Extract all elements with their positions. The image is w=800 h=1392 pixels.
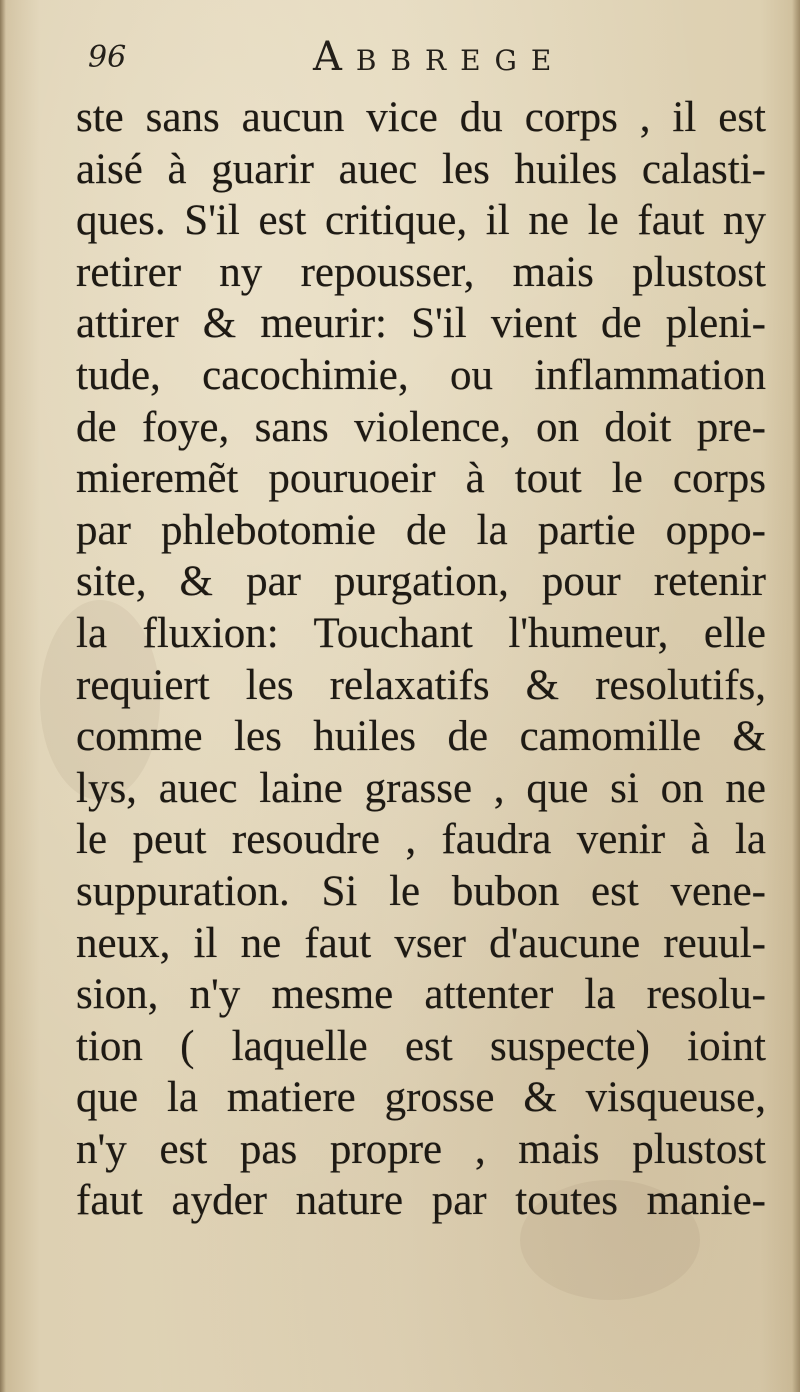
page-left-edge <box>0 0 6 1392</box>
text-line: comme les huiles de camomille & <box>76 713 766 761</box>
text-line: aisé à guarir auec les huiles calasti- <box>76 145 766 193</box>
page-header <box>88 34 728 90</box>
text-line: attirer & meurir: S'il vient de pleni- <box>76 300 766 348</box>
text-line: n'y est pas propre , mais plustost <box>76 1125 766 1173</box>
page-number: 96 <box>88 40 127 75</box>
text-line: la fluxion: Touchant l'humeur, elle <box>76 609 766 657</box>
text-line: par phlebotomie de la partie oppo- <box>76 506 766 554</box>
text-line: suppuration. Si le bubon est vene- <box>76 867 766 915</box>
page-right-edge <box>792 0 800 1392</box>
text-line: retirer ny repousser, mais plustost <box>76 248 766 296</box>
text-line: lys, auec laine grasse , que si on ne <box>76 764 766 812</box>
text-line: sion, n'y mesme attenter la resolu- <box>76 971 766 1019</box>
text-line: que la matiere grosse & visqueuse, <box>76 1074 766 1122</box>
text-line: requiert les relaxatifs & resolutifs, <box>76 661 766 709</box>
text-line: neux, il ne faut vser d'aucune reuul- <box>76 919 766 967</box>
text-line: site, & par purgation, pour retenir <box>76 558 766 606</box>
text-line: mieremẽt pouruoeir à tout le corps <box>76 455 766 503</box>
text-line: de foye, sans violence, on doit pre- <box>76 403 766 451</box>
text-line: faut ayder nature par toutes manie- <box>76 1177 766 1225</box>
text-line: ste sans aucun vice du corps , il est <box>76 94 766 141</box>
text-line: le peut resoudre , faudra venir à la <box>76 816 766 864</box>
text-line: tion ( laquelle est suspecte) ioint <box>76 1022 766 1070</box>
text-line: tude, cacochimie, ou inflammation <box>76 351 766 399</box>
running-head: Abbrege <box>313 34 566 80</box>
text-line: ques. S'il est critique, il ne le faut ny <box>76 197 766 245</box>
body-text <box>76 92 766 1227</box>
